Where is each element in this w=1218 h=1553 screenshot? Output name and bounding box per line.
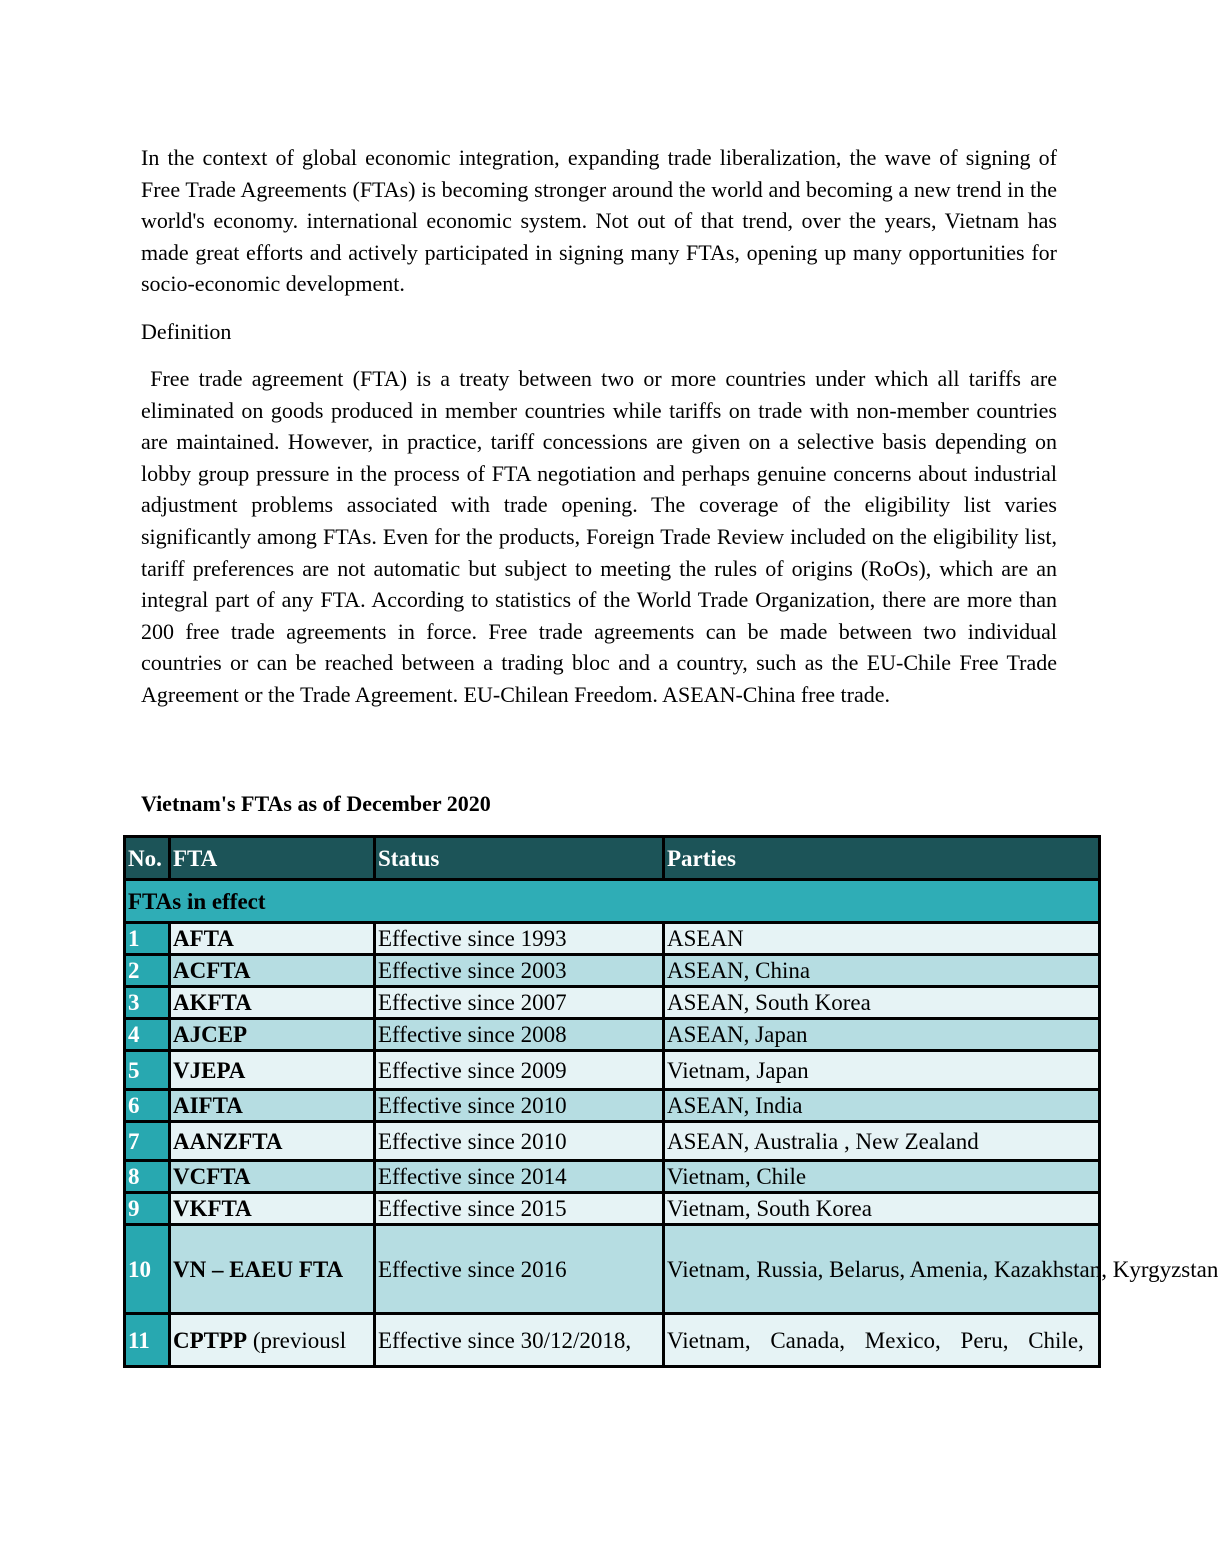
fta-name: AJCEP bbox=[170, 1019, 375, 1051]
row-number: 5 bbox=[125, 1051, 170, 1090]
fta-name: AANZFTA bbox=[170, 1122, 375, 1161]
fta-name: AIFTA bbox=[170, 1090, 375, 1122]
header-no: No. bbox=[125, 837, 170, 880]
header-fta: FTA bbox=[170, 837, 375, 880]
fta-name: AFTA bbox=[170, 923, 375, 955]
fta-parties: ASEAN, China bbox=[664, 955, 1100, 987]
fta-name: VKFTA bbox=[170, 1193, 375, 1225]
table-row bbox=[125, 1019, 1100, 1051]
fta-name-rest: (previousl bbox=[247, 1327, 347, 1353]
table-row bbox=[125, 1314, 1100, 1367]
fta-parties: ASEAN, Australia , New Zealand bbox=[664, 1122, 1100, 1161]
fta-status: Effective since 1993 bbox=[375, 923, 664, 955]
fta-parties: ASEAN bbox=[664, 923, 1100, 955]
row-number: 1 bbox=[125, 923, 170, 955]
row-number: 6 bbox=[125, 1090, 170, 1122]
row-number: 3 bbox=[125, 987, 170, 1019]
fta-parties: ASEAN, India bbox=[664, 1090, 1100, 1122]
fta-status: Effective since 2003 bbox=[375, 955, 664, 987]
fta-name: VCFTA bbox=[170, 1161, 375, 1193]
fta-name: AKFTA bbox=[170, 987, 375, 1019]
definition-paragraph: Free trade agreement (FTA) is a treaty between two or more countries under which all tariffs are eliminated on goods produced in member countries while tariffs on trade with non-member countries are maintained. However, in practice, tariff concessions are given on a selective basis depending on lobby group pressure in the process of FTA negotiation and perhaps genuine concerns about industrial adjustment problems associated with trade opening. The coverage of the eligibility list varies significantly among FTAs. Even for the products, Foreign Trade Review included on the eligibility list, tariff preferences are not automatic but subject to meeting the rules of origins (RoOs), which are an integral part of any FTA. According to statistics of the World Trade Organization, there are more than 200 free trade agreements in force. Free trade agreements can be made between two individual countries or can be reached between a trading bloc and a country, such as the EU-Chile Free Trade Agreement or the Trade Agreement. EU-Chilean Freedom. ASEAN-China free trade. bbox=[141, 366, 1063, 707]
fta-status: Effective since 2007 bbox=[375, 987, 664, 1019]
header-parties: Parties bbox=[664, 837, 1100, 880]
fta-status: Effective since 30/12/2018, bbox=[375, 1314, 664, 1367]
fta-table bbox=[123, 835, 1218, 1368]
table-caption: Vietnam's FTAs as of December 2020 bbox=[141, 791, 491, 816]
table-header-row bbox=[125, 837, 1100, 880]
fta-name: VJEPA bbox=[170, 1051, 375, 1090]
fta-status: Effective since 2009 bbox=[375, 1051, 664, 1090]
section-label: FTAs in effect bbox=[125, 880, 1100, 923]
fta-name: ACFTA bbox=[170, 955, 375, 987]
row-number: 7 bbox=[125, 1122, 170, 1161]
table-row bbox=[125, 1193, 1100, 1225]
table-row bbox=[125, 955, 1100, 987]
table-row bbox=[125, 1090, 1100, 1122]
section-row bbox=[125, 880, 1100, 923]
header-status: Status bbox=[375, 837, 664, 880]
fta-parties: ASEAN, South Korea bbox=[664, 987, 1100, 1019]
row-number: 4 bbox=[125, 1019, 170, 1051]
table-row bbox=[125, 1051, 1100, 1090]
fta-parties: Vietnam, Russia, Belarus, Amenia, Kazakhstan, Kyrgyzstan bbox=[664, 1225, 1100, 1314]
fta-name bbox=[170, 1314, 375, 1367]
fta-name: VN – EAEU FTA bbox=[170, 1225, 375, 1314]
definition-heading: Definition bbox=[141, 319, 232, 344]
row-number: 8 bbox=[125, 1161, 170, 1193]
fta-parties: ASEAN, Japan bbox=[664, 1019, 1100, 1051]
fta-parties: Vietnam, South Korea bbox=[664, 1193, 1100, 1225]
fta-parties: Vietnam, Chile bbox=[664, 1161, 1100, 1193]
fta-status: Effective since 2014 bbox=[375, 1161, 664, 1193]
fta-status: Effective since 2015 bbox=[375, 1193, 664, 1225]
fta-parties: Vietnam, Japan bbox=[664, 1051, 1100, 1090]
fta-name-bold: CPTPP bbox=[173, 1327, 248, 1353]
fta-status: Effective since 2016 bbox=[375, 1225, 664, 1314]
row-number: 10 bbox=[125, 1225, 170, 1314]
fta-status: Effective since 2008 bbox=[375, 1019, 664, 1051]
fta-status: Effective since 2010 bbox=[375, 1090, 664, 1122]
table-row bbox=[125, 1161, 1100, 1193]
table-row bbox=[125, 1225, 1100, 1314]
row-number: 2 bbox=[125, 955, 170, 987]
fta-parties: Vietnam, Canada, Mexico, Peru, Chile, bbox=[664, 1314, 1100, 1367]
table-row bbox=[125, 987, 1100, 1019]
table-row bbox=[125, 923, 1100, 955]
table-row bbox=[125, 1122, 1100, 1161]
row-number: 9 bbox=[125, 1193, 170, 1225]
row-number: 11 bbox=[125, 1314, 170, 1367]
fta-status: Effective since 2010 bbox=[375, 1122, 664, 1161]
intro-paragraph: In the context of global economic integration, expanding trade liberalization, the wave of signing of Free Trade Agreements (FTAs) is becoming stronger around the world and becoming a new trend in the world's economy. international economic system. Not out of that trend, over the years, Vietnam has made great efforts and actively participated in signing many FTAs, opening up many opportunities for socio-economic development. bbox=[141, 145, 1057, 297]
